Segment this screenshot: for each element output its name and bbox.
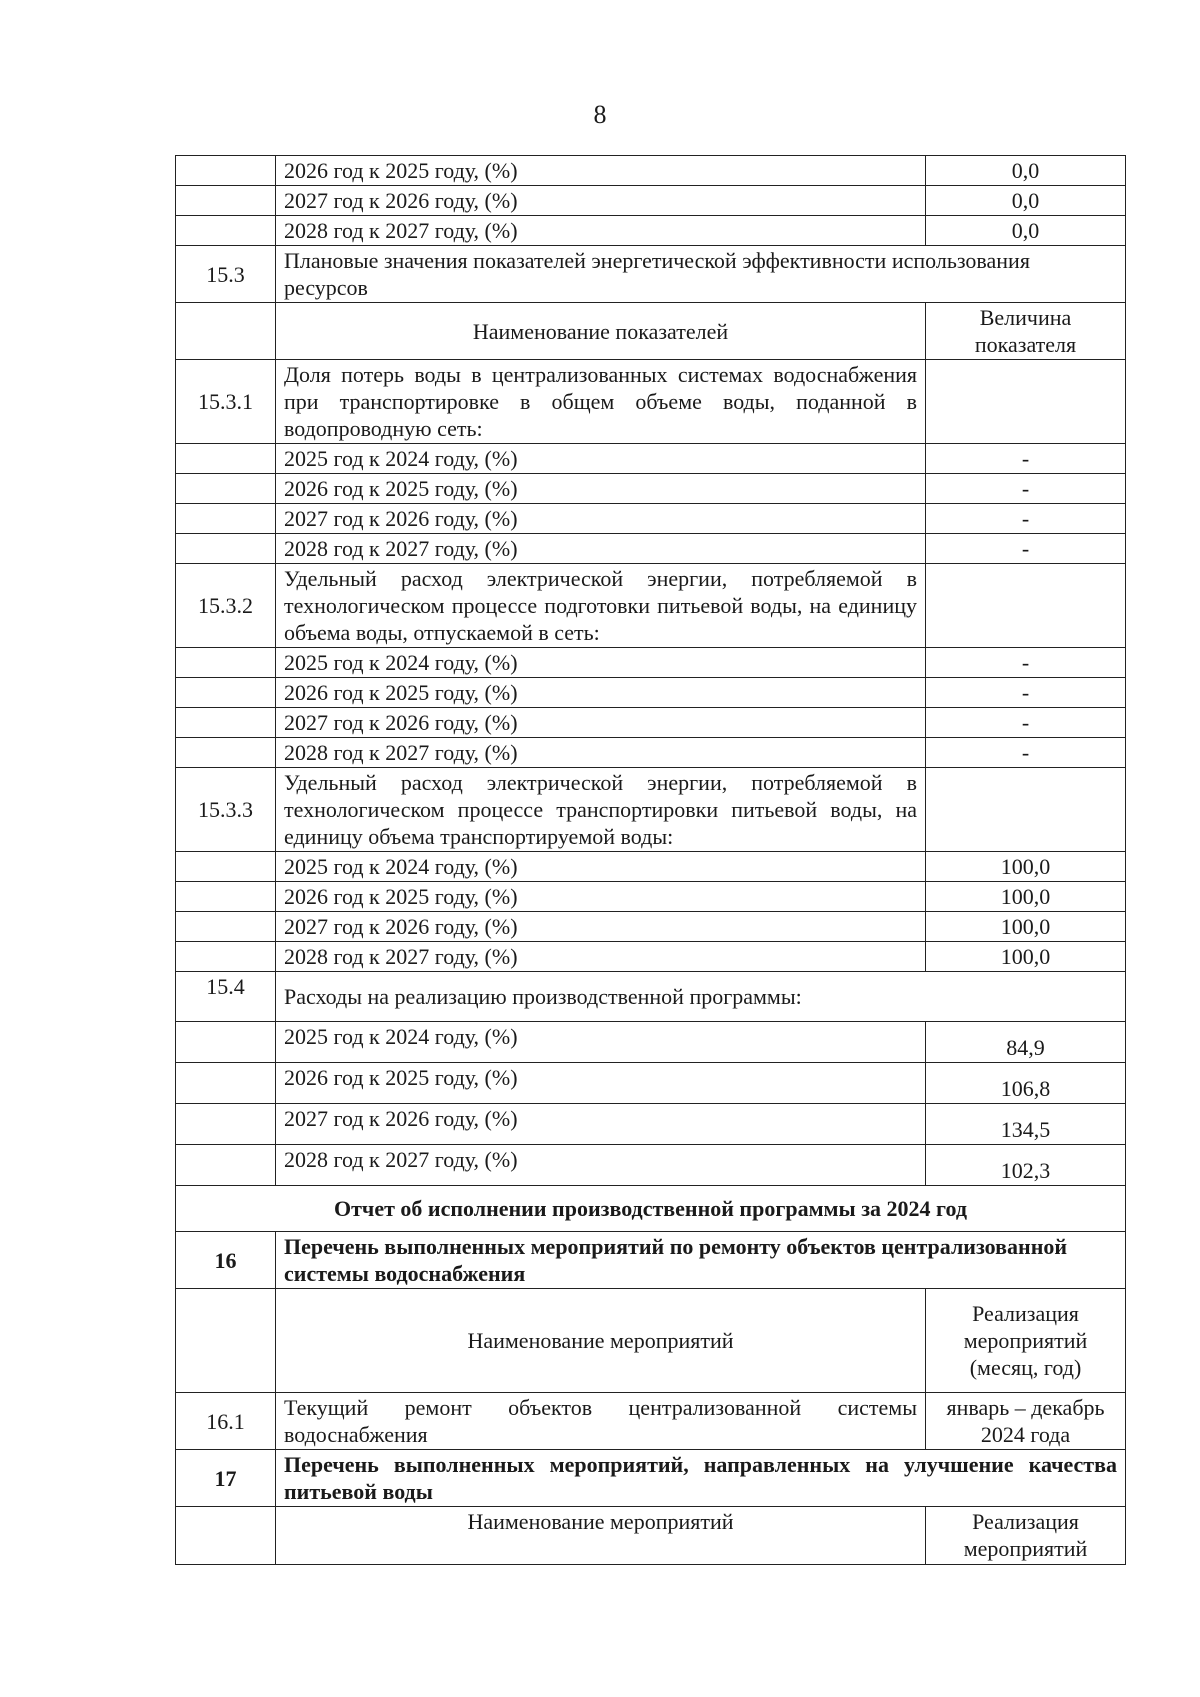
row-label: 2026 год к 2025 году, (%) — [276, 1063, 926, 1104]
row-value: 0,0 — [926, 186, 1126, 216]
row-label: 2025 год к 2024 году, (%) — [276, 852, 926, 882]
column-header-name: Наименование мероприятий — [276, 1289, 926, 1393]
indicator-row-15-3-1 — [176, 360, 1126, 444]
row-number-cell — [176, 474, 276, 504]
row-value: 84,9 — [926, 1022, 1126, 1063]
row-value: 106,8 — [926, 1063, 1126, 1104]
item-number: 16.1 — [176, 1393, 276, 1450]
table-row — [176, 444, 1126, 474]
row-number-cell — [176, 708, 276, 738]
row-label: 2027 год к 2026 году, (%) — [276, 504, 926, 534]
row-label: 2028 год к 2027 году, (%) — [276, 942, 926, 972]
row-label: 2028 год к 2027 году, (%) — [276, 1145, 926, 1186]
report-title: Отчет об исполнении производственной программы за 2024 год — [176, 1186, 1126, 1232]
item-value: январь – декабрь 2024 года — [926, 1393, 1126, 1450]
section-title: Перечень выполненных мероприятий по ремонту объектов централизованной системы водоснабжения — [276, 1232, 1126, 1289]
row-label: 2026 год к 2025 году, (%) — [276, 474, 926, 504]
table-row — [176, 504, 1126, 534]
column-header-row — [176, 1289, 1126, 1393]
row-value: 100,0 — [926, 912, 1126, 942]
row-value: - — [926, 738, 1126, 768]
row-label: 2028 год к 2027 году, (%) — [276, 738, 926, 768]
table-row — [176, 648, 1126, 678]
table-row — [176, 1063, 1126, 1104]
section-number: 15.3 — [176, 246, 276, 303]
indicator-number: 15.3.2 — [176, 564, 276, 648]
section-row-15-4 — [176, 972, 1126, 1022]
column-header-row — [176, 1507, 1126, 1565]
table-row — [176, 678, 1126, 708]
item-row-16-1 — [176, 1393, 1126, 1450]
column-header-value: Величина показателя — [926, 303, 1126, 360]
row-number-cell — [176, 1507, 276, 1565]
row-label: 2028 год к 2027 году, (%) — [276, 534, 926, 564]
row-number-cell — [176, 156, 276, 186]
row-number-cell — [176, 534, 276, 564]
column-header-name: Наименование мероприятий — [276, 1507, 926, 1565]
row-value: - — [926, 474, 1126, 504]
table-row — [176, 216, 1126, 246]
row-label: 2027 год к 2026 году, (%) — [276, 186, 926, 216]
indicator-title: Удельный расход электрической энергии, потребляемой в технологическом процессе подготовки питьевой воды, на единицу объема воды, отпускаемой в сеть: — [276, 564, 926, 648]
section-row-15-3 — [176, 246, 1126, 303]
row-value: 0,0 — [926, 156, 1126, 186]
row-number-cell — [176, 738, 276, 768]
row-number-cell — [176, 678, 276, 708]
indicator-number: 15.3.1 — [176, 360, 276, 444]
table-row — [176, 534, 1126, 564]
column-header-value: Реализация мероприятий — [926, 1507, 1126, 1565]
indicators-table — [175, 155, 1126, 1565]
section-row-16 — [176, 1232, 1126, 1289]
column-header-row — [176, 303, 1126, 360]
row-value: 134,5 — [926, 1104, 1126, 1145]
column-header-value: Реализация мероприятий (месяц, год) — [926, 1289, 1126, 1393]
row-value: - — [926, 708, 1126, 738]
row-value: - — [926, 534, 1126, 564]
indicator-value — [926, 360, 1126, 444]
row-label: 2025 год к 2024 году, (%) — [276, 648, 926, 678]
row-number-cell — [176, 504, 276, 534]
section-title: Перечень выполненных мероприятий, направленных на улучшение качества питьевой воды — [276, 1450, 1126, 1507]
page-number: 8 — [593, 100, 607, 129]
row-label: 2027 год к 2026 году, (%) — [276, 1104, 926, 1145]
row-label: 2026 год к 2025 году, (%) — [276, 156, 926, 186]
section-title: Расходы на реализацию производственной программы: — [276, 972, 1126, 1022]
row-number-cell — [176, 1289, 276, 1393]
column-header-name: Наименование показателей — [276, 303, 926, 360]
item-label: Текущий ремонт объектов централизованной системы водоснабжения — [276, 1393, 926, 1450]
report-title-row — [176, 1186, 1126, 1232]
row-label: 2027 год к 2026 году, (%) — [276, 912, 926, 942]
row-value: - — [926, 648, 1126, 678]
row-number-cell — [176, 852, 276, 882]
row-number-cell — [176, 648, 276, 678]
indicator-row-15-3-3 — [176, 768, 1126, 852]
row-number-cell — [176, 1063, 276, 1104]
table-row — [176, 882, 1126, 912]
table-row — [176, 1022, 1126, 1063]
table-row — [176, 1104, 1126, 1145]
table-row — [176, 156, 1126, 186]
table-row — [176, 708, 1126, 738]
indicator-value — [926, 768, 1126, 852]
indicator-title: Доля потерь воды в централизованных системах водоснабжения при транспортировке в общем объеме воды, поданной в водопроводную сеть: — [276, 360, 926, 444]
row-number-cell — [176, 882, 276, 912]
row-value: 100,0 — [926, 852, 1126, 882]
indicator-row-15-3-2 — [176, 564, 1126, 648]
row-number-cell — [176, 444, 276, 474]
row-label: 2025 год к 2024 году, (%) — [276, 1022, 926, 1063]
row-label: 2026 год к 2025 году, (%) — [276, 882, 926, 912]
row-number-cell — [176, 1145, 276, 1186]
row-value: - — [926, 678, 1126, 708]
table-row — [176, 1145, 1126, 1186]
row-number-cell — [176, 186, 276, 216]
row-number-cell — [176, 303, 276, 360]
row-number-cell — [176, 942, 276, 972]
row-label: 2027 год к 2026 году, (%) — [276, 708, 926, 738]
row-label: 2026 год к 2025 году, (%) — [276, 678, 926, 708]
table-row — [176, 852, 1126, 882]
indicator-value — [926, 564, 1126, 648]
row-value: 100,0 — [926, 882, 1126, 912]
table-row — [176, 942, 1126, 972]
table-row — [176, 474, 1126, 504]
indicator-title: Удельный расход электрической энергии, потребляемой в технологическом процессе транспортировки питьевой воды, на единицу объема транспортируемой воды: — [276, 768, 926, 852]
row-number-cell — [176, 1022, 276, 1063]
section-number: 16 — [176, 1232, 276, 1289]
section-number: 17 — [176, 1450, 276, 1507]
row-value: - — [926, 444, 1126, 474]
row-value: - — [926, 504, 1126, 534]
indicator-number: 15.3.3 — [176, 768, 276, 852]
row-number-cell — [176, 912, 276, 942]
table-row — [176, 186, 1126, 216]
section-number: 15.4 — [176, 972, 276, 1022]
section-title: Плановые значения показателей энергетической эффективности использования ресурсов — [276, 246, 1126, 303]
row-label: 2028 год к 2027 году, (%) — [276, 216, 926, 246]
section-row-17 — [176, 1450, 1126, 1507]
row-value: 102,3 — [926, 1145, 1126, 1186]
row-number-cell — [176, 216, 276, 246]
row-number-cell — [176, 1104, 276, 1145]
row-value: 0,0 — [926, 216, 1126, 246]
table-row — [176, 912, 1126, 942]
table-row — [176, 738, 1126, 768]
row-value: 100,0 — [926, 942, 1126, 972]
row-label: 2025 год к 2024 году, (%) — [276, 444, 926, 474]
